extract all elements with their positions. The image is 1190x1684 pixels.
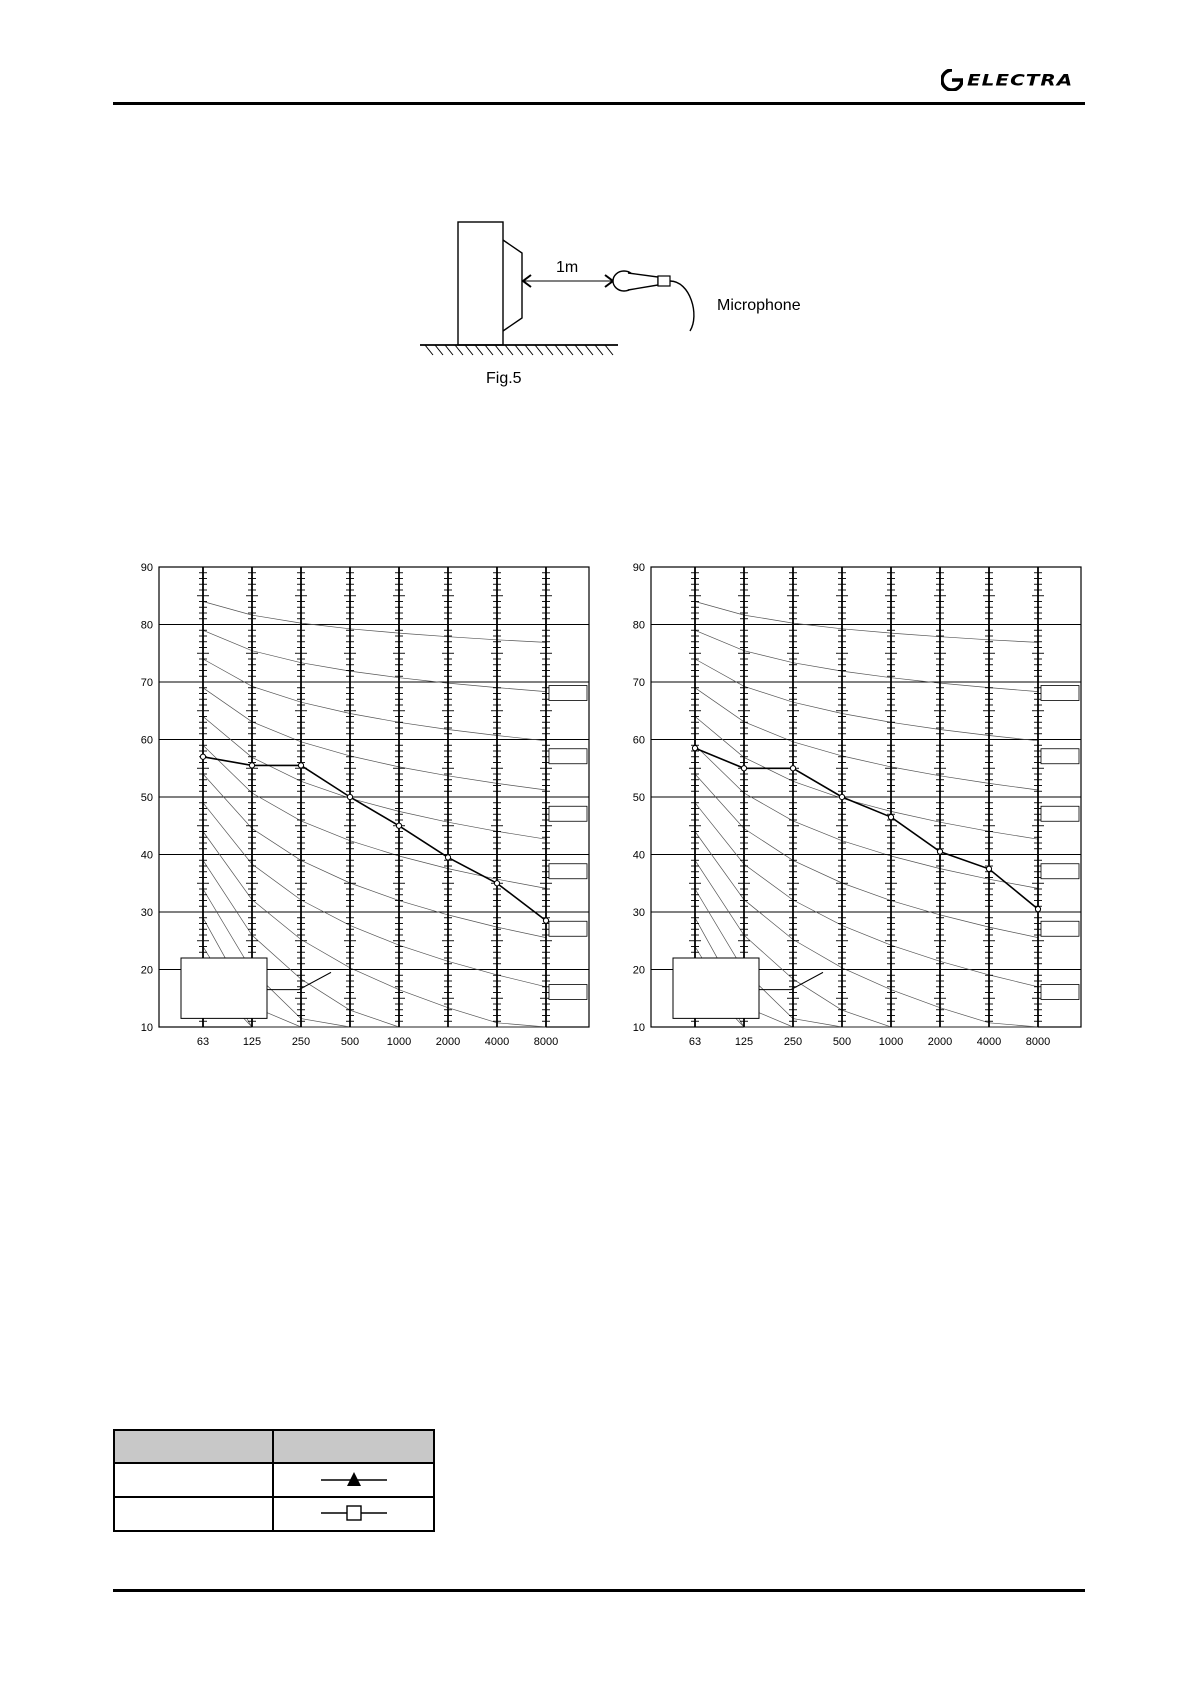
- nr-label-box: [549, 686, 587, 701]
- triangle-marker-icon: [273, 1463, 434, 1497]
- data-point: [249, 763, 254, 768]
- nr-label-box: [1041, 749, 1079, 764]
- data-point: [200, 754, 205, 759]
- figure-caption: Fig.5: [486, 370, 522, 387]
- x-tick-label: 63: [688, 1036, 702, 1048]
- data-point: [937, 849, 942, 854]
- data-point: [888, 815, 893, 820]
- x-tick-label: 250: [783, 1036, 803, 1048]
- data-point: [741, 766, 746, 771]
- y-tick-label: 30: [632, 907, 645, 919]
- data-point: [494, 881, 499, 886]
- distance-label: 1m: [556, 259, 579, 276]
- data-point: [790, 766, 795, 771]
- noise-chart-right-svg: [616, 555, 1086, 1065]
- y-tick-label: 70: [140, 677, 153, 689]
- annotation-box: [181, 958, 267, 1018]
- square-marker-icon: [273, 1497, 434, 1531]
- y-tick-label: 60: [140, 734, 153, 747]
- nr-label-box: [549, 921, 587, 936]
- x-tick-label: 8000: [533, 1036, 559, 1048]
- legend-row: [114, 1463, 434, 1497]
- x-tick-label: 1000: [386, 1036, 412, 1048]
- x-tick-label: 500: [832, 1036, 852, 1048]
- legend-row-name: [114, 1497, 273, 1531]
- y-tick-label: 90: [632, 562, 645, 574]
- x-tick-label: 1000: [878, 1036, 904, 1048]
- nr-label-box: [1041, 686, 1079, 701]
- legend-row: [114, 1497, 434, 1531]
- footer-rule: [113, 1589, 1085, 1592]
- x-tick-label: 2000: [435, 1036, 461, 1048]
- x-tick-label: 4000: [976, 1036, 1002, 1048]
- data-point: [986, 866, 991, 871]
- nr-label-box: [549, 806, 587, 821]
- nr-label-box: [549, 985, 587, 1000]
- y-tick-label: 40: [632, 849, 645, 862]
- noise-chart-left: [124, 555, 624, 1065]
- data-point: [396, 823, 401, 828]
- brand-name: ELECTRA: [967, 70, 1074, 90]
- y-tick-label: 90: [140, 562, 153, 574]
- y-tick-label: 20: [140, 964, 153, 977]
- x-tick-label: 125: [242, 1036, 262, 1048]
- x-tick-label: 500: [340, 1036, 360, 1048]
- legend-table: [113, 1429, 435, 1532]
- noise-chart-left-svg: [124, 555, 624, 1065]
- nr-label-box: [549, 749, 587, 764]
- x-tick-label: 4000: [484, 1036, 510, 1048]
- y-tick-label: 10: [140, 1022, 153, 1034]
- header-rule: [113, 102, 1085, 105]
- noise-chart-right: [616, 555, 1116, 1065]
- y-tick-label: 80: [140, 619, 153, 632]
- x-tick-label: 63: [196, 1036, 210, 1048]
- data-point: [692, 746, 697, 751]
- nr-label-box: [1041, 806, 1079, 821]
- data-point: [543, 918, 548, 923]
- data-point: [298, 763, 303, 768]
- microphone-label: Microphone: [717, 297, 801, 314]
- legend-row-name: [114, 1463, 273, 1497]
- y-tick-label: 40: [140, 849, 153, 862]
- y-tick-label: 60: [632, 734, 645, 747]
- nr-label-box: [1041, 864, 1079, 879]
- brand-logo: [941, 66, 1091, 94]
- annotation-box: [673, 958, 759, 1018]
- y-tick-label: 50: [140, 792, 153, 804]
- data-point: [1035, 907, 1040, 912]
- legend-header-symbol: [273, 1430, 434, 1463]
- data-point: [839, 794, 844, 799]
- data-point: [347, 794, 352, 799]
- y-tick-label: 10: [632, 1022, 645, 1034]
- microphone-icon: [613, 271, 694, 331]
- y-tick-label: 80: [632, 619, 645, 632]
- y-tick-label: 20: [632, 964, 645, 977]
- x-tick-label: 2000: [927, 1036, 953, 1048]
- x-tick-label: 250: [291, 1036, 311, 1048]
- legend-header-name: [114, 1430, 273, 1463]
- electra-logo-icon: [941, 69, 963, 91]
- legend-header-row: [114, 1430, 434, 1463]
- nr-label-box: [1041, 985, 1079, 1000]
- y-tick-label: 50: [632, 792, 645, 804]
- y-tick-label: 70: [632, 677, 645, 689]
- data-point: [445, 855, 450, 860]
- x-tick-label: 125: [734, 1036, 754, 1048]
- x-tick-label: 8000: [1025, 1036, 1051, 1048]
- nr-label-box: [1041, 921, 1079, 936]
- y-tick-label: 30: [140, 907, 153, 919]
- nr-label-box: [549, 864, 587, 879]
